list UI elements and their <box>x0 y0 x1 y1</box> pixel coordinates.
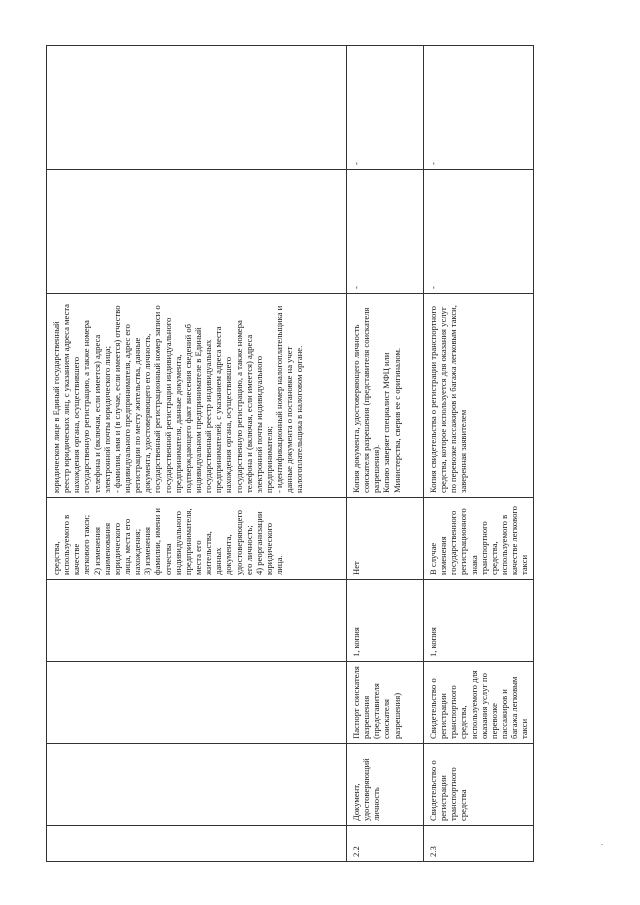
cell-requirements: Копия документа, удостоверяющего личность соискателя разрешения (представителя соискателя разрешения). Копию заверяет специалист МФЦ или Министерства, сверив ее с оригиналом. <box>347 294 424 498</box>
cell-sample: - <box>347 170 424 294</box>
table-row-continuation <box>47 46 347 862</box>
cell-conditions: В случае изменения государственного регистрационного знака транспортного средства, используемого в качестве легкового такси <box>424 498 534 580</box>
cell-copies: 1, копия <box>424 580 534 662</box>
cell-form: - <box>347 46 424 170</box>
cell-item: Свидетельство о регистрации транспортного средства, используемого для оказания услуг по перевозке пассажиров и багажа легковым такси <box>424 662 534 744</box>
cell-sample <box>47 170 347 294</box>
cell-requirements: юридическом лице в Единый государственный реестр юридических лиц, с указанием адреса места нахождения органа, осуществившего государственную регистрацию, а также номера телефона и (включая, если имеется) адреса электронной почты юридического лица; - фамилия, имя и (в случае, если имеется) отчество индивидуального предпринимателя, адрес его регистрации по месту жительства, данные документа, удостоверяющего его личность, государственный регистрационный номер записи о государственной регистрации индивидуального предпринимателя, данные документа, подтверждающего факт внесения сведений об индивидуальном предпринимателе в Единый государственный реестр индивидуальных предпринимателей, с указанием адреса места нахождения органа, осуществившего государственную регистрацию, а также номера телефона и (включая, если имеется) адреса электронной почты индивидуального предпринимателя; - идентификационный номер налогоплательщика и данные документа о постановке на учет налогоплательщика в налоговом органе. <box>47 294 347 498</box>
cell-requirements: Копия свидетельства о регистрации транспортного средства, которое используется для оказания услуг по перевозке пассажиров и багажа легковым такси, заверенная заявителем <box>424 294 534 498</box>
cell-copies: 1, копия <box>347 580 424 662</box>
rotated-table-container <box>46 46 530 862</box>
cell-doc: Свидетельство о регистрации транспортного средства <box>424 744 534 826</box>
cell-item <box>47 662 347 744</box>
table-row-2-3 <box>424 46 534 862</box>
cell-sample: - <box>424 170 534 294</box>
cell-form <box>47 46 347 170</box>
cell-num: 2.2 <box>347 826 424 862</box>
cell-conditions: Нет <box>347 498 424 580</box>
documents-table <box>46 45 534 862</box>
stray-mark: . <box>601 838 603 847</box>
cell-copies <box>47 580 347 662</box>
cell-doc <box>47 744 347 826</box>
table-row-2-2 <box>347 46 424 862</box>
cell-item: Паспорт соискателя разрешения (представителя соискателя разрешения) <box>347 662 424 744</box>
cell-num: 2.3 <box>424 826 534 862</box>
cell-conditions: средства, используемого в качестве легкового такси; 2) изменения наименования юридического лица, места его нахождения; 3) изменения фамилии, имени и отчества индивидуального предпринимателя, места его жительства, данных документа, удостоверяющего его личность; 4) реорганизации юридического лица. <box>47 498 347 580</box>
cell-doc: Документ, удостоверяющий личность <box>347 744 424 826</box>
cell-form: - <box>424 46 534 170</box>
cell-num <box>47 826 347 862</box>
